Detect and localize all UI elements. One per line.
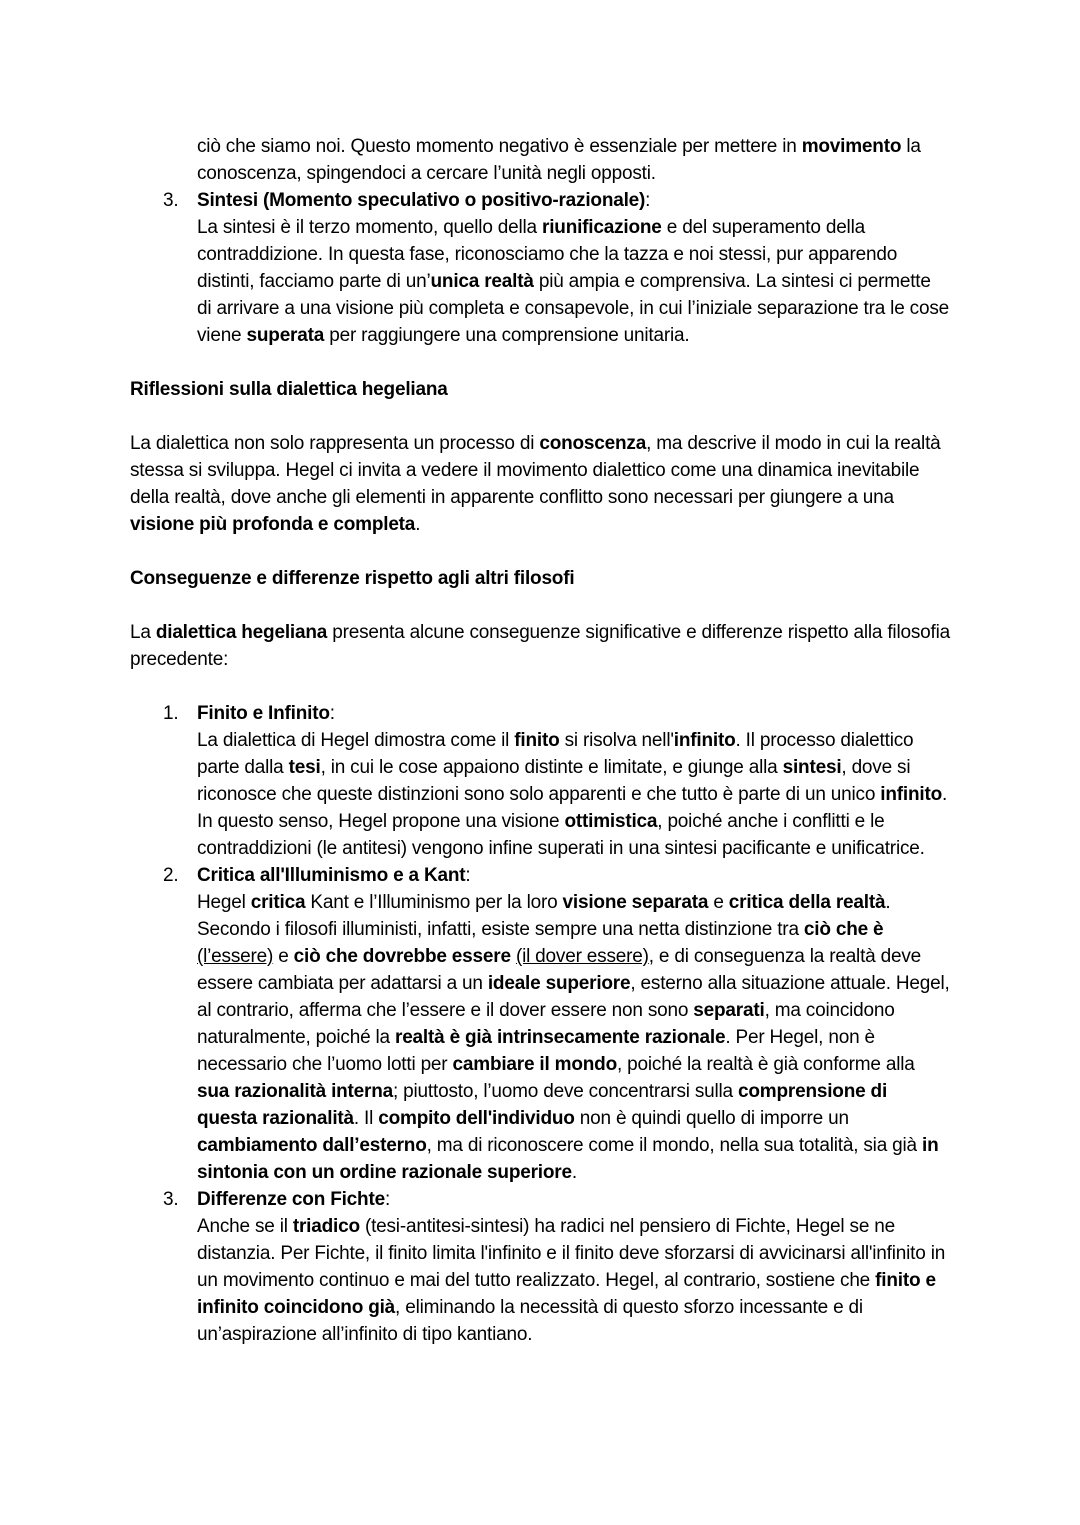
text-run: (l’essere) xyxy=(197,946,274,967)
text-run: . Il xyxy=(353,1108,379,1129)
text-run: si risolva nell' xyxy=(559,730,674,751)
text-run: , ma coincidono naturalmente, poiché la xyxy=(197,1000,895,1048)
text-run: presenta alcune conseguenze significative e differenze rispetto alla filosofia precedente: xyxy=(130,622,950,670)
text-run: . xyxy=(571,1162,577,1183)
list-number: 3. xyxy=(163,190,179,211)
text-run: Anche se il xyxy=(197,1216,293,1237)
text-run: tesi xyxy=(288,757,321,778)
list-number: 2. xyxy=(163,865,179,886)
text-run: , dove si riconosce che queste distinzioni sono solo apparenti e che tutto è parte di un unico xyxy=(197,757,911,805)
text-run: e del superamento della contraddizione. In questa fase, riconosciamo che la tazza e noi stessi, pur apparendo distinti, facciamo parte di un’ xyxy=(197,217,898,292)
document-body xyxy=(130,133,950,1348)
text-run: . Il processo dialettico parte dalla xyxy=(197,730,914,778)
paragraph xyxy=(130,430,950,538)
text-run: ideale superiore xyxy=(487,973,631,994)
text-run: critica della realtà xyxy=(728,892,886,913)
text-run: La sintesi è il terzo momento, quello della xyxy=(197,217,543,238)
text-run: Differenze con Fichte xyxy=(197,1189,385,1210)
text-run: riunificazione xyxy=(542,217,662,238)
text-run: ciò che dovrebbe essere xyxy=(293,946,511,967)
text-run: (tesi-antitesi-sintesi) ha radici nel pensiero di Fichte, Hegel se ne distanzia. Per Fichte, il finito limita l'infinito e il finito deve sforzarsi di avvicinarsi all'infinito in un movimento continuo e mai del tutto realizzato. Hegel, al contrario, sostiene che xyxy=(197,1216,946,1291)
text-run: per raggiungere una comprensione unitaria. xyxy=(324,325,690,346)
text-run: Kant e l’Illuminismo per la loro xyxy=(305,892,563,913)
list-number: 1. xyxy=(163,703,179,724)
text-run: , esterno alla situazione attuale. Hegel, al contrario, afferma che l’essere e il dover essere non sono xyxy=(197,973,950,1021)
text-run: La xyxy=(130,622,156,643)
text-run: dialettica hegeliana xyxy=(155,622,328,643)
text-run: ciò che siamo noi. Questo momento negativo è essenziale per mettere in xyxy=(197,136,802,157)
text-run: separati xyxy=(693,1000,765,1021)
text-run: finito xyxy=(514,730,560,751)
text-run: , ma di riconoscere come il mondo, nella sua totalità, sia già xyxy=(426,1135,922,1156)
text-run: , poiché anche i conflitti e le contraddizioni (le antitesi) vengono infine superati in una sintesi pacificante e unificatrice. xyxy=(197,811,925,859)
text-run: , poiché la realtà è già conforme alla xyxy=(617,1054,915,1075)
text-run: Conseguenze e differenze rispetto agli altri filosofi xyxy=(130,568,575,589)
text-run: più ampia e comprensiva. La sintesi ci permette di arrivare a una visione più completa e consapevole, in cui l’iniziale separazione tra le cose viene xyxy=(197,271,949,346)
text-run: Sintesi (Momento speculativo o positivo-razionale) xyxy=(197,190,646,211)
text-run: conoscenza xyxy=(539,433,647,454)
text-run: Critica all'Illuminismo e a Kant xyxy=(197,865,466,886)
text-run: movimento xyxy=(801,136,902,157)
text-run: Hegel xyxy=(197,892,251,913)
text-run: . Per Hegel, non è necessario che l’uomo lotti per xyxy=(197,1027,875,1075)
text-run: : xyxy=(329,703,335,724)
text-run: Riflessioni sulla dialettica hegeliana xyxy=(130,379,448,400)
text-run: sua razionalità interna xyxy=(197,1081,394,1102)
text-run: : xyxy=(645,190,651,211)
list-number: 3. xyxy=(163,1189,179,1210)
text-run: : xyxy=(465,865,471,886)
text-run: comprensione di questa razionalità xyxy=(197,1081,888,1129)
text-run: ciò che è xyxy=(803,919,884,940)
text-run: e xyxy=(708,892,729,913)
text-run: ; piuttosto, l’uomo deve concentrarsi sulla xyxy=(393,1081,739,1102)
text-run: La dialettica di Hegel dimostra come il xyxy=(197,730,515,751)
text-run: triadico xyxy=(292,1216,360,1237)
text-run: infinito xyxy=(673,730,736,751)
text-run: cambiare il mondo xyxy=(452,1054,617,1075)
text-run: ottimistica xyxy=(564,811,658,832)
text-run: . In questo senso, Hegel propone una visione xyxy=(197,784,948,832)
text-run: finito e infinito coincidono già xyxy=(197,1270,936,1318)
text-run: visione più profonda e completa xyxy=(130,514,416,535)
text-run: infinito xyxy=(880,784,943,805)
list-item xyxy=(130,700,950,862)
text-run: critica xyxy=(250,892,306,913)
text-run: , eliminando la necessità di questo sforzo incessante e di un’aspirazione all’infinito di tipo kantiano. xyxy=(197,1297,863,1345)
text-run: unica realtà xyxy=(430,271,534,292)
text-run: (il dover essere) xyxy=(515,946,649,967)
text-run: . xyxy=(415,514,421,535)
text-run: superata xyxy=(246,325,325,346)
text-run: La dialettica non solo rappresenta un processo di xyxy=(130,433,540,454)
text-run: Finito e Infinito xyxy=(197,703,330,724)
list-item xyxy=(130,862,950,1186)
text-run: visione separata xyxy=(562,892,709,913)
text-run: la conoscenza, spingendoci a cercare l’unità negli opposti. xyxy=(197,136,921,184)
text-run: compito dell'individuo xyxy=(378,1108,575,1129)
text-run: . Secondo i filosofi illuministi, infatti, esiste sempre una netta distinzione tra xyxy=(197,892,891,940)
text-run: sintesi xyxy=(782,757,842,778)
heading xyxy=(130,565,950,592)
text-run: in sintonia con un ordine razionale superiore xyxy=(197,1135,939,1183)
text-run: non è quindi quello di imporre un xyxy=(574,1108,849,1129)
paragraph xyxy=(130,619,950,673)
text-run: : xyxy=(384,1189,391,1210)
text-run: cambiamento dall’esterno xyxy=(197,1135,427,1156)
heading xyxy=(130,376,950,403)
list-item xyxy=(130,187,950,349)
list-item xyxy=(130,1186,950,1348)
text-run: , in cui le cose appaiono distinte e limitate, e giunge alla xyxy=(320,757,783,778)
text-run: , e di conseguenza la realtà deve essere cambiata per adattarsi a un xyxy=(197,946,922,994)
list-continuation xyxy=(130,133,950,187)
text-run: , ma descrive il modo in cui la realtà stessa si sviluppa. Hegel ci invita a vedere il movimento dialettico come una dinamica inevitabile della realtà, dove anche gli elementi in apparente conflitto sono necessari per giungere a una xyxy=(130,433,941,508)
text-run: e xyxy=(273,946,294,967)
text-run: realtà è già intrinsecamente razionale xyxy=(395,1027,726,1048)
